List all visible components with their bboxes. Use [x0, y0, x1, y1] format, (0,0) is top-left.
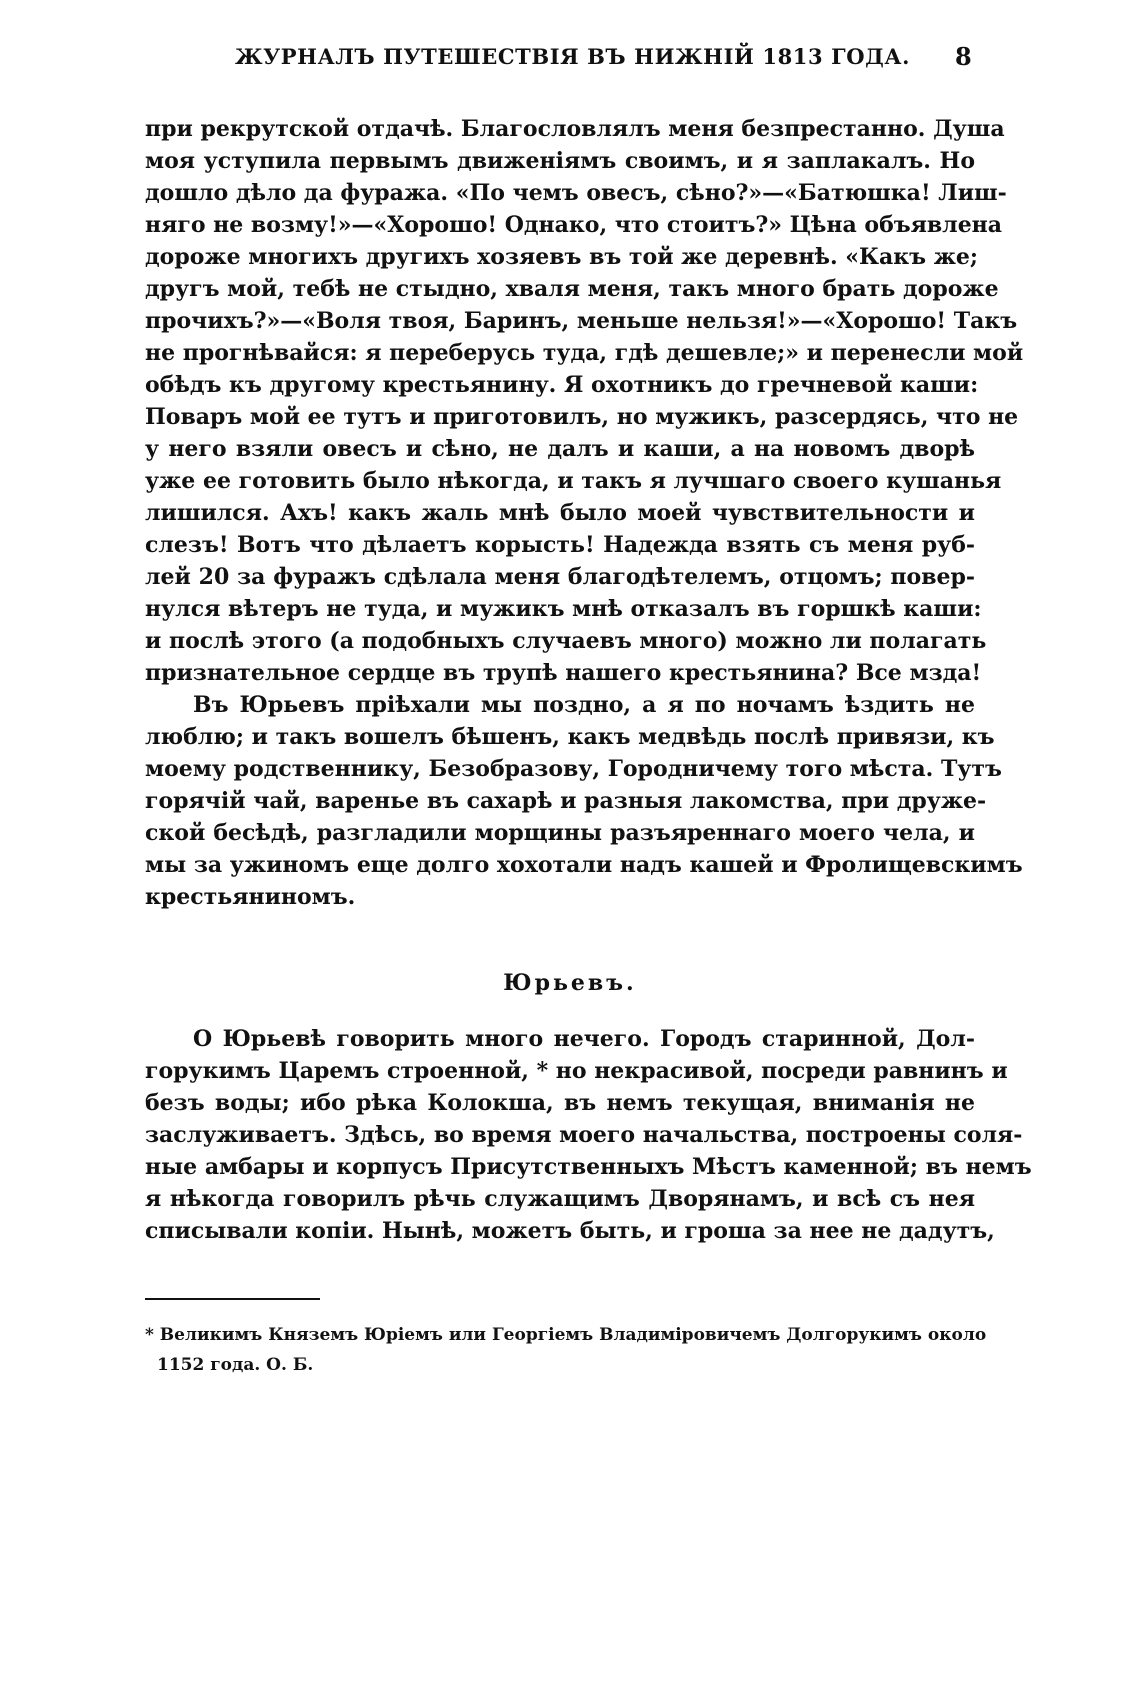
footnote — [145, 1320, 987, 1380]
page-number: 8 — [955, 42, 972, 71]
footnote-line: * Великимъ Княземъ Юріемъ или Георгіемъ Владиміровичемъ Долгорукимъ около — [145, 1325, 987, 1345]
text-line: горукимъ Царемъ строенной, * но некрасивой, посреди равнинъ и — [145, 1058, 1008, 1084]
main-text — [145, 113, 1024, 913]
text-line: няго не возму!»—«Хорошо! Однако, что стоитъ?» Цѣна объявлена — [145, 212, 1003, 238]
text-line: дошло дѣло да фуража. «По чемъ овесъ, сѣно?»—«Батюшка! Лиш- — [145, 180, 1007, 206]
running-head — [0, 44, 1140, 84]
text-line: О Юрьевѣ говорить много нечего. Городъ старинной, Дол- — [193, 1026, 975, 1052]
text-line: дороже многихъ другихъ хозяевъ въ той же деревнѣ. «Какъ же; — [145, 244, 979, 270]
running-title: ЖУРНАЛЪ ПУТЕШЕСТВІЯ ВЪ НИЖНІЙ 1813 ГОДА. — [235, 44, 911, 69]
text-line: я нѣкогда говорилъ рѣчь служащимъ Дворянамъ, и всѣ съ нея — [145, 1186, 975, 1212]
paragraph-2 — [145, 689, 1023, 913]
text-line: заслуживаетъ. Здѣсь, во время моего начальства, построены соля- — [145, 1122, 1023, 1148]
text-line: уже ее готовить было нѣкогда, и такъ я лучшаго своего кушанья — [145, 468, 1002, 494]
text-line: мы за ужиномъ еще долго хохотали надъ кашей и Фролищевскимъ — [145, 852, 1023, 878]
text-line: крестьяниномъ. — [145, 884, 356, 910]
text-line: списывали копіи. Нынѣ, можетъ быть, и гроша за нее не дадутъ, — [145, 1218, 995, 1244]
text-line: обѣдъ къ другому крестьянину. Я охотникъ до гречневой каши: — [145, 372, 979, 398]
text-line: Поваръ мой ее тутъ и приготовилъ, но мужикъ, разсердясь, что не — [145, 404, 1019, 430]
text-line: нулся вѣтеръ не туда, и мужикъ мнѣ отказалъ въ горшкѣ каши: — [145, 596, 982, 622]
footnote-line: 1152 года. О. Б. — [157, 1355, 314, 1375]
text-line: у него взяли овесъ и сѣно, не далъ и каши, а на новомъ дворѣ — [145, 436, 975, 462]
text-line: люблю; и такъ вошелъ бѣшенъ, какъ медвѣдь послѣ привязи, къ — [145, 724, 995, 750]
section-text — [145, 1023, 1032, 1247]
text-line: лишился. Ахъ! какъ жаль мнѣ было моей чувствительности и — [145, 500, 975, 526]
text-line: и послѣ этого (а подобныхъ случаевъ много) можно ли полагать — [145, 628, 987, 654]
text-line: прочихъ?»—«Воля твоя, Баринъ, меньше нельзя!»—«Хорошо! Такъ — [145, 308, 1018, 334]
text-line: не прогнѣвайся: я переберусь туда, гдѣ дешевле;» и перенесли мой — [145, 340, 1024, 366]
section-heading: Юрьевъ. — [503, 970, 637, 996]
text-line: ской бесѣдѣ, разгладили морщины разъяреннаго моего чела, и — [145, 820, 975, 846]
text-line: при рекрутской отдачѣ. Благословлялъ меня безпрестанно. Душа — [145, 116, 1005, 142]
text-line: моя уступила первымъ движеніямъ своимъ, и я заплакалъ. Но — [145, 148, 975, 174]
footnote-divider — [145, 1298, 320, 1300]
text-line: безъ воды; ибо рѣка Колокша, въ немъ текущая, вниманія не — [145, 1090, 975, 1116]
paragraph-3 — [145, 1023, 1032, 1247]
text-line: Въ Юрьевъ пріѣхали мы поздно, а я по ночамъ ѣздить не — [193, 692, 975, 718]
paragraph-1 — [145, 113, 1024, 689]
text-line: слезъ! Вотъ что дѣлаетъ корысть! Надежда взять съ меня руб- — [145, 532, 975, 558]
text-line: признательное сердце въ трупѣ нашего крестьянина? Все мзда! — [145, 660, 982, 686]
text-line: ные амбары и корпусъ Присутственныхъ Мѣстъ каменной; въ немъ — [145, 1154, 1032, 1180]
text-line: другъ мой, тебѣ не стыдно, хваля меня, такъ много брать дороже — [145, 276, 999, 302]
text-line: лей 20 за фуражъ сдѣлала меня благодѣтелемъ, отцомъ; повер- — [145, 564, 975, 590]
text-line: моему родственнику, Безобразову, Городничему того мѣста. Тутъ — [145, 756, 1002, 782]
text-line: горячій чай, варенье въ сахарѣ и разныя лакомства, при друже- — [145, 788, 987, 814]
